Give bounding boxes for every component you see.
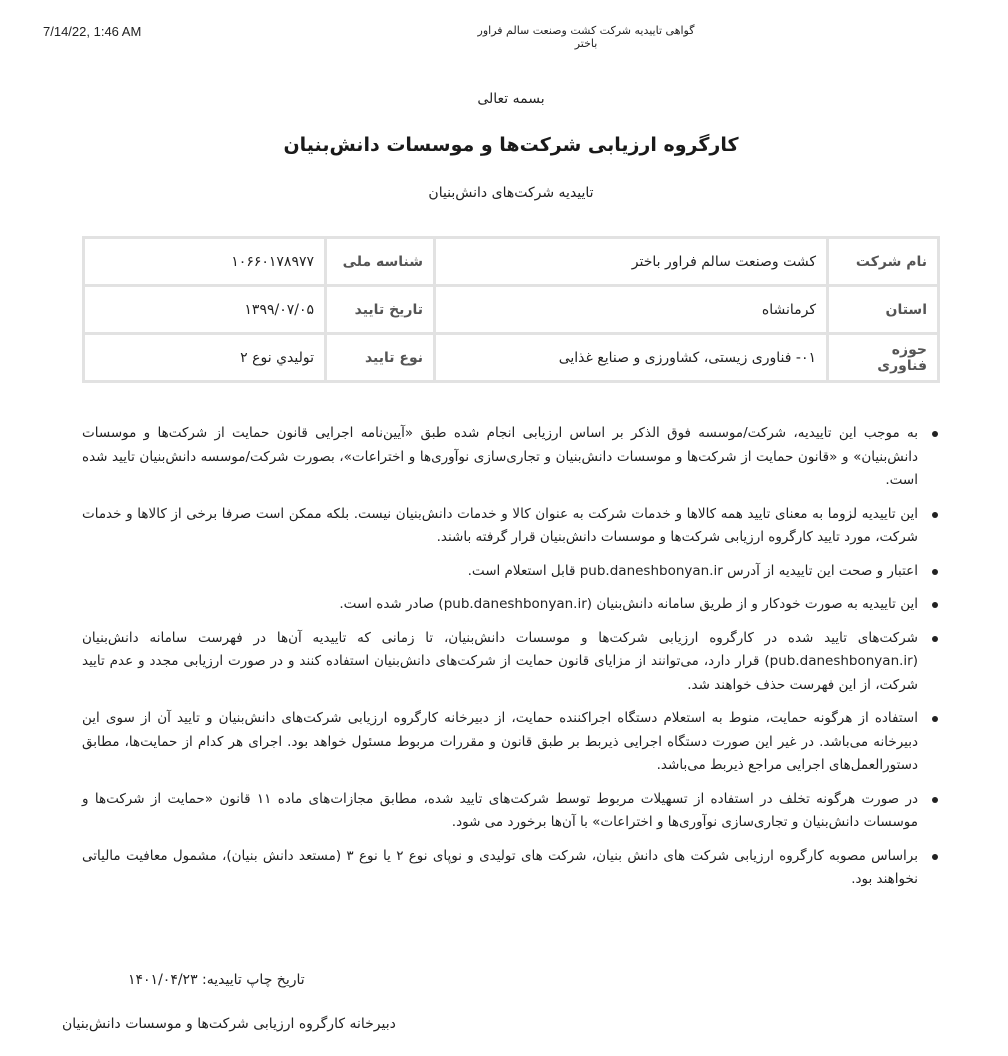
note-text: این تاییدیه لزوما به معنای تایید همه کالاها و خدمات شرکت به عنوان کالا و خدمات دانش‌بنیان نیست. بلکه ممکن است صرفا برخی از کالاها و خدمات شرکت، مورد تایید کارگروه ارزیابی شرکت‌ها و موسسات دانش‌بنیان قرار گرفته باشند. (82, 505, 918, 545)
table-row (84, 238, 939, 286)
bullet-icon (932, 431, 938, 437)
label-province: استان (828, 286, 939, 334)
note-text: به موجب این تاییدیه، شرکت/موسسه فوق الذکر بر اساس ارزیابی انجام شده طبق «آیین‌نامه اجرایی قانون حمایت از شرکت‌ها و موسسات دانش‌بنیان» و «قانون حمایت از شرکت‌ها و موسسات دانش‌بنیان و تجاری‌سازی نوآوری‌ها و اختراعات»، بصورت شرکت/موسسه دانش‌بنیان تایید شده است. (82, 425, 918, 488)
bullet-icon (932, 854, 938, 860)
label-company-name: نام شرکت (828, 238, 939, 286)
bullet-icon (932, 636, 938, 642)
label-approval-date: تاریخ تایید (326, 286, 435, 334)
bullet-icon (932, 512, 938, 518)
company-info-table (82, 236, 940, 383)
print-header (0, 0, 1008, 60)
notes-list (82, 422, 918, 902)
bullet-icon (932, 602, 938, 608)
print-page-title: گواهی تاییدیه شرکت کشت وصنعت سالم فراور باختر (477, 24, 695, 50)
bullet-icon (932, 569, 938, 575)
value-company-name: کشت وصنعت سالم فراور باختر (435, 238, 828, 286)
table-row (84, 286, 939, 334)
list-item (82, 422, 918, 493)
note-text: شرکت‌های تایید شده در کارگروه ارزیابی شرکت‌ها و موسسات دانش‌بنیان، تا زمانی که تاییدیه آن‌ها در فهرست سامانه دانش‌بنیان (pub.daneshbonyan.ir) قرار دارد، می‌توانند از مزایای قانون حمایت از شرکت‌های دانش‌بنیان استفاده کنند و در صورت ارزیابی مجدد و عدم تایید شرکت، از این فهرست حذف خواهند شد. (82, 629, 918, 693)
label-approval-type: نوع تایید (326, 334, 435, 382)
list-item (82, 560, 918, 584)
value-national-id: ۱۰۶۶۰۱۷۸۹۷۷ (84, 238, 326, 286)
value-technology-field: ۰۱- فناوری زیستی، کشاورزی و صنایع غذایی (435, 334, 828, 382)
print-date: تاریخ چاپ تاییدیه: ۱۴۰۱/۰۴/۲۳ (128, 972, 305, 988)
footer-signature: دبیرخانه کارگروه ارزیابی شرکت‌ها و موسسات دانش‌بنیان (62, 1016, 396, 1032)
list-item (82, 845, 918, 892)
document-subtitle: تاییدیه شرکت‌های دانش‌بنیان (428, 185, 594, 201)
label-national-id: شناسه ملی (326, 238, 435, 286)
print-datetime: 7/14/22, 1:46 AM (43, 24, 142, 39)
value-approval-date: ۱۳۹۹/۰۷/۰۵ (84, 286, 326, 334)
label-technology-field: حوزه فناوری (828, 334, 939, 382)
note-text: اعتبار و صحت این تاییدیه از آدرس pub.daneshbonyan.ir قابل استعلام است. (467, 562, 918, 579)
table-row (84, 334, 939, 382)
note-text: براساس مصوبه کارگروه ارزیابی شرکت های دانش بنیان، شرکت های تولیدی و نوپای نوع ۲ یا نوع ۳ (مستعد دانش بنیان)، مشمول معافیت مالیاتی نخواهند بود. (82, 847, 918, 887)
note-text: در صورت هرگونه تخلف در استفاده از تسهیلات مربوط توسط شرکت‌های تایید شده، مطابق مجازات‌های ماده ۱۱ قانون «حمایت از شرکت‌ها و موسسات دانش‌بنیان و تجاری‌سازی نوآوری‌ها و اختراعات» با آن‌ها برخورد می شود. (82, 790, 919, 830)
basmala: بسمه تعالی (477, 91, 545, 107)
bullet-icon (932, 797, 938, 803)
value-province: کرمانشاه (435, 286, 828, 334)
list-item (82, 627, 918, 698)
list-item (82, 788, 918, 835)
list-item (82, 503, 918, 550)
list-item (82, 707, 918, 778)
value-approval-type: توليدي نوع ۲ (84, 334, 326, 382)
note-text: استفاده از هرگونه حمایت، منوط به استعلام دستگاه اجراکننده حمایت، از دبیرخانه کارگروه ارزیابی شرکت‌های دانش‌بنیان و تایید آن از سوی این دبیرخانه می‌باشد. در غیر این صورت دستگاه اجرایی ذیربط بر طبق قانون و مقررات مربوط مسئول خواهد بود. اجرای هر کدام از حمایت‌ها، مطابق دستورالعمل‌های اجرایی مراجع ذیربط می‌باشد. (82, 710, 918, 773)
bullet-icon (932, 716, 938, 722)
note-text: این تاییدیه به صورت خودکار و از طریق سامانه دانش‌بنیان (pub.daneshbonyan.ir) صادر شده است. (339, 596, 918, 612)
document-title: کارگروه ارزیابی شرکت‌ها و موسسات دانش‌بنیان (283, 134, 739, 156)
list-item (82, 593, 918, 617)
